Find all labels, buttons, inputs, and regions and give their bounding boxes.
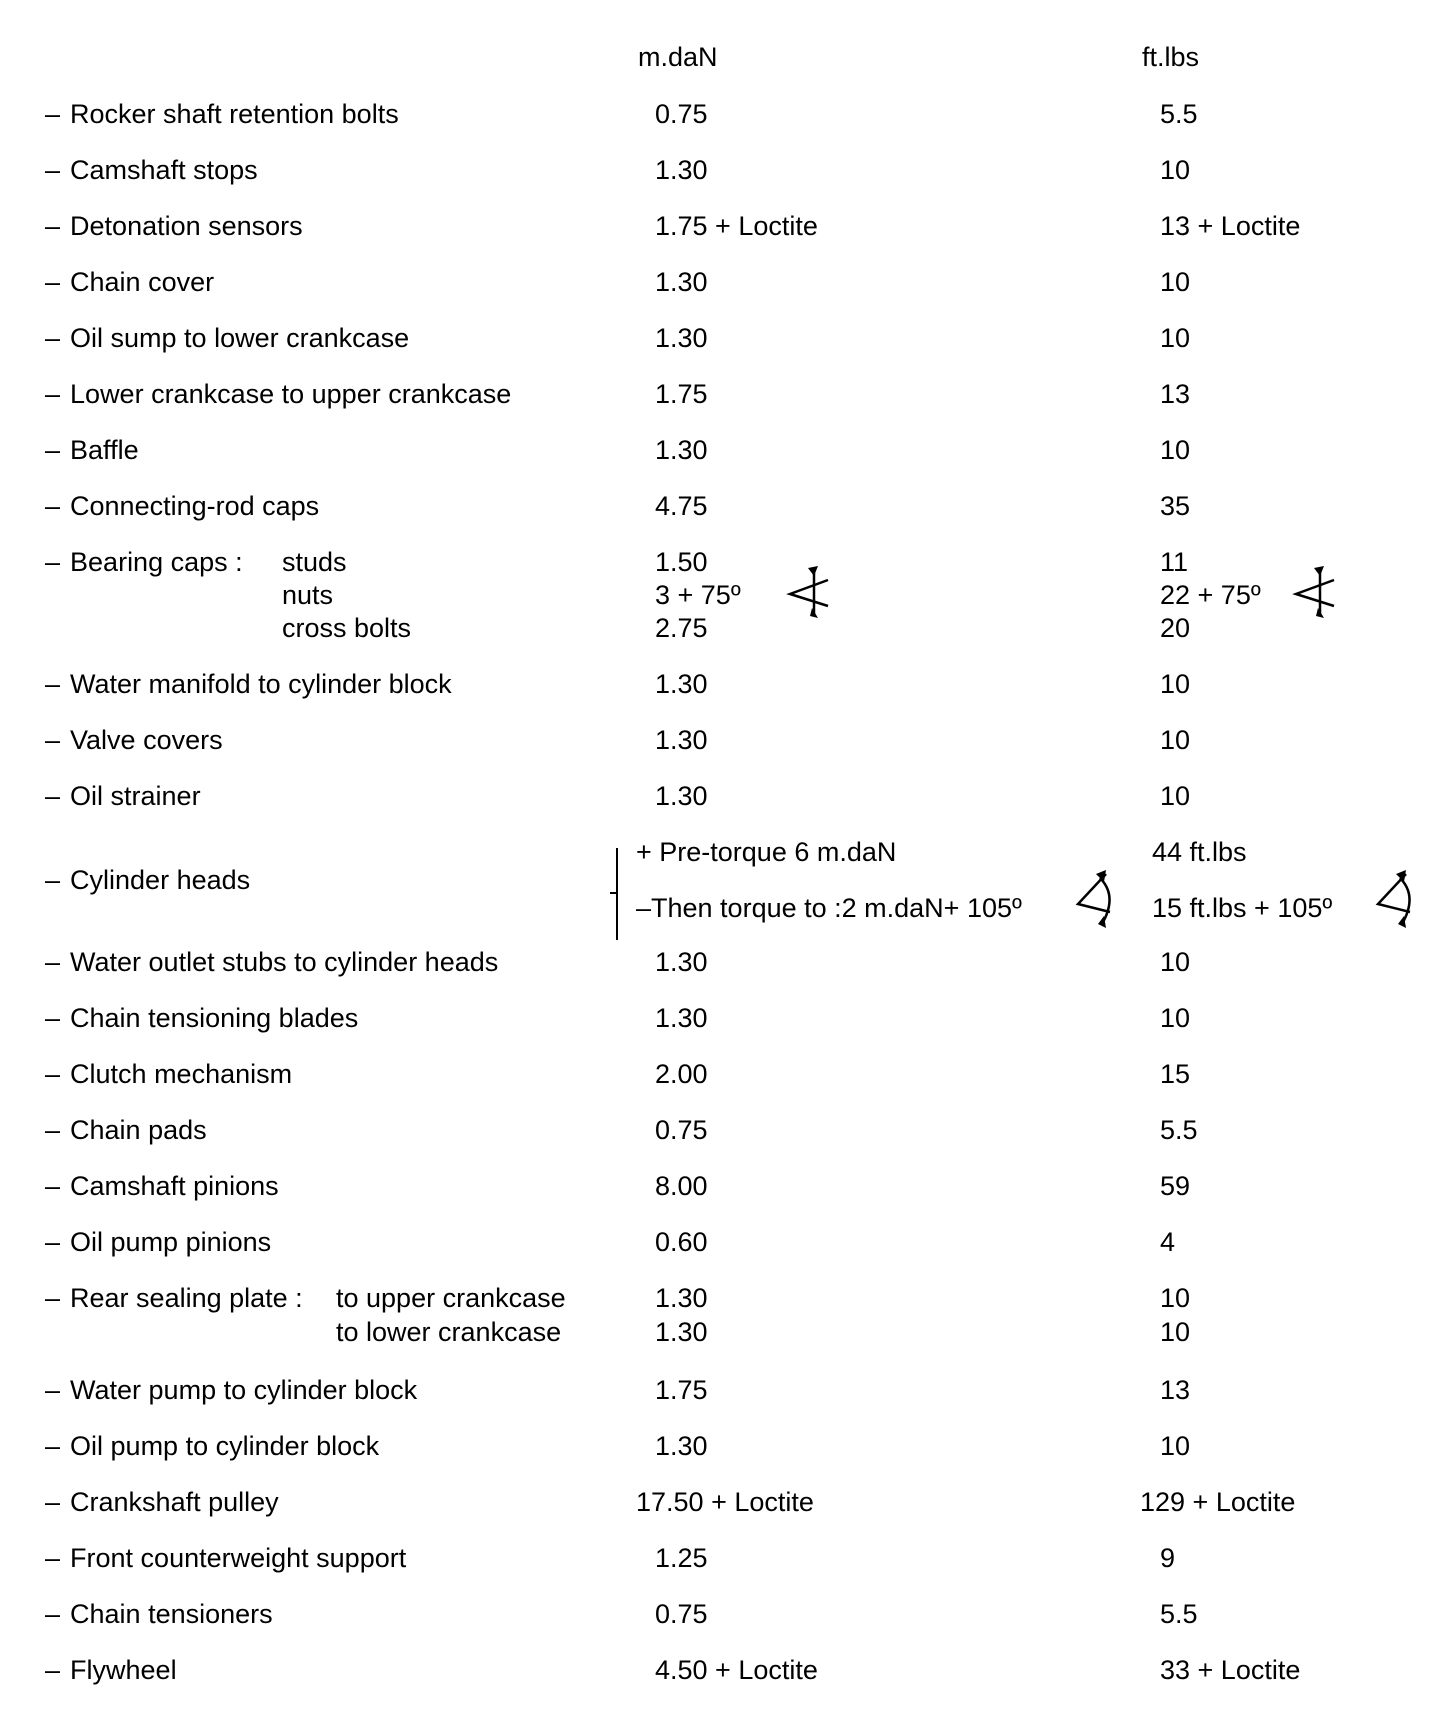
pre-torque-imperial: 44 ft.lbs — [1152, 837, 1247, 867]
table-row: – Chain tensioning blades 1.30 10 — [45, 1003, 1191, 1033]
row-label: Flywheel — [70, 1655, 177, 1685]
table-row: – Water outlet stubs to cylinder heads 1.30 10 — [45, 947, 1191, 977]
table-row: – Clutch mechanism 2.00 15 — [45, 1059, 1191, 1089]
row-label: Connecting-rod caps — [70, 491, 320, 521]
row-imperial: 10 — [1160, 781, 1191, 811]
row-metric: 1.30 — [655, 267, 708, 297]
brace-bracket — [616, 848, 630, 940]
row-imperial: 10 — [1160, 435, 1191, 465]
row-imperial: 59 — [1160, 1171, 1191, 1201]
row-metric: 1.30 — [655, 781, 708, 811]
cross-bolts-metric: 2.75 — [655, 613, 708, 643]
row-label: Chain pads — [70, 1115, 207, 1145]
row-label: Clutch mechanism — [70, 1059, 293, 1089]
row-imperial: 10 — [1160, 323, 1191, 353]
bearing-caps-label: Bearing caps : — [70, 547, 243, 577]
studs-label: studs — [282, 547, 347, 577]
row-metric: 0.75 — [655, 99, 708, 129]
row-metric: 1.75 + Loctite — [655, 211, 818, 241]
row-label: Crankshaft pulley — [70, 1487, 279, 1517]
row-label: Oil pump to cylinder block — [70, 1431, 380, 1461]
row-metric: 1.30 — [655, 725, 708, 755]
row-imperial: 15 — [1160, 1059, 1191, 1089]
row-metric: 1.25 — [655, 1543, 708, 1573]
row-imperial: 5.5 — [1160, 99, 1198, 129]
studs-metric: 1.50 — [655, 547, 708, 577]
table-row: – Rocker shaft retention bolts 0.75 5.5 — [45, 99, 1198, 129]
row-imperial: 10 — [1160, 155, 1191, 185]
cross-bolts-label: cross bolts — [282, 613, 412, 643]
row-imperial: 13 — [1160, 1375, 1191, 1405]
row-metric: 1.30 — [655, 669, 708, 699]
table-row: – Oil sump to lower crankcase 1.30 10 — [45, 323, 1191, 353]
row-metric: 8.00 — [655, 1171, 708, 1201]
table-row: – Valve covers 1.30 10 — [45, 725, 1191, 755]
row-label: Front counterweight support — [70, 1543, 407, 1573]
nuts-label: nuts — [282, 580, 334, 610]
then-torque-metric: –Then torque to :2 m.daN+ 105º — [636, 893, 1022, 923]
row-metric: 2.00 — [655, 1059, 708, 1089]
row-label: Rocker shaft retention bolts — [70, 99, 399, 129]
angle-torque-icon — [1070, 868, 1122, 930]
cylinder-heads-label: Cylinder heads — [70, 865, 251, 895]
table-row: – Camshaft stops 1.30 10 — [45, 155, 1191, 185]
row-metric: 0.75 — [655, 1599, 708, 1629]
nuts-imperial: 22 + 75º — [1160, 580, 1261, 610]
row-metric: 1.75 — [655, 379, 708, 409]
lower-imperial: 10 — [1160, 1317, 1191, 1347]
header-imperial: ft.lbs — [1142, 42, 1200, 72]
row-metric: 17.50 + Loctite — [636, 1487, 814, 1517]
row-imperial: 33 + Loctite — [1160, 1655, 1301, 1685]
lower-label: to lower crankcase — [336, 1317, 562, 1347]
upper-metric: 1.30 — [655, 1283, 708, 1313]
row-label: Detonation sensors — [70, 211, 303, 241]
rear-plate-label: Rear sealing plate : — [70, 1283, 303, 1313]
row-label: Chain cover — [70, 267, 215, 297]
cross-bolts-imperial: 20 — [1160, 613, 1191, 643]
row-label: Chain tensioners — [70, 1599, 273, 1629]
row-metric: 4.75 — [655, 491, 708, 521]
angle-torque-icon — [1290, 564, 1342, 620]
angle-torque-icon — [1370, 868, 1422, 930]
angle-torque-icon — [784, 564, 836, 620]
row-label: Oil sump to lower crankcase — [70, 323, 410, 353]
row-label: Chain tensioning blades — [70, 1003, 359, 1033]
row-metric: 1.30 — [655, 155, 708, 185]
table-row: – Detonation sensors 1.75 + Loctite 13 + Loctite — [45, 211, 1301, 241]
row-metric: 0.75 — [655, 1115, 708, 1145]
row-metric: 1.30 — [655, 1431, 708, 1461]
torque-spec-page: m.daN ft.lbs – Rocker shaft retention bolts 0.75 5.5 – Camshaft stops 1.30 10 – Detonation sensors 1.75 + Loctite 13 + Loctite – Chain cover 1.30 10 – Oil sump to lower crankcase 1.30 10 – Lower crankcase to upper crankcase 1.75 13 – Baffle 1.30 10 – Connecting-rod caps 4.75 35 – Bearing caps : studs 1.50 11 nuts 3 + 75º 22 + 75º cross bolts 2.75 20 – Water manifold to cylinder block 1.30 10 – Valve covers 1.30 10 – Oil strainer 1.30 10 – Cylinder heads + Pre-torque 6 m.daN 44 ft.lbs –Then torque to :2 m.daN+ 105º 15 ft.lbs + 105º – Water outlet stubs to cylinder heads 1.30 10 – Chain tensioning blades 1.30 10 – Clutch mechanism 2.00 15 – Chain pads 0.75 5.5 – Camshaft pinions 8.00 59 – Oil pump pinions 0.60 4 – Rear sealing plate : to upper crankcase 1.30 10 to lower crankcase 1.30 10 – Water pump to cylinder block 1.75 13 – Oil pump to cylinder block 1.30 10 – Crankshaft pulley 17.50 + Loctite 129 + Loctite – Front counterweight support 1.25 9 – Chain tensioners 0.75 5.5 – Flywheel 4.50 + Loctite 33 + Loctite — [0, 0, 1456, 1732]
row-imperial: 10 — [1160, 669, 1191, 699]
row-imperial: 5.5 — [1160, 1599, 1198, 1629]
row-imperial: 4 — [1160, 1227, 1176, 1257]
upper-imperial: 10 — [1160, 1283, 1191, 1313]
row-label: Water pump to cylinder block — [70, 1375, 418, 1405]
row-imperial: 10 — [1160, 947, 1191, 977]
row-label: Water outlet stubs to cylinder heads — [70, 947, 499, 977]
table-row: – Camshaft pinions 8.00 59 — [45, 1171, 1191, 1201]
pre-torque-metric: + Pre-torque 6 m.daN — [636, 837, 897, 867]
row-imperial: 9 — [1160, 1543, 1176, 1573]
upper-label: to upper crankcase — [336, 1283, 566, 1313]
table-row: – Lower crankcase to upper crankcase 1.75 13 — [45, 379, 1191, 409]
row-imperial: 13 — [1160, 379, 1191, 409]
table-row: – Chain tensioners 0.75 5.5 — [45, 1599, 1198, 1629]
row-imperial: 10 — [1160, 267, 1191, 297]
row-label: Camshaft stops — [70, 155, 258, 185]
then-torque-imperial: 15 ft.lbs + 105º — [1152, 893, 1333, 923]
table-row: – Oil pump to cylinder block 1.30 10 — [45, 1431, 1191, 1461]
row-metric: 4.50 + Loctite — [655, 1655, 818, 1685]
row-label: Baffle — [70, 435, 139, 465]
table-row: – Oil pump pinions 0.60 4 — [45, 1227, 1176, 1257]
row-metric: 1.30 — [655, 435, 708, 465]
row-metric: 1.30 — [655, 947, 708, 977]
row-imperial: 10 — [1160, 1431, 1191, 1461]
table-row: – Flywheel 4.50 + Loctite 33 + Loctite — [45, 1655, 1301, 1685]
table-row: – Chain cover 1.30 10 — [45, 267, 1191, 297]
table-row: – Oil strainer 1.30 10 — [45, 781, 1191, 811]
row-imperial: 129 + Loctite — [1140, 1487, 1296, 1517]
row-imperial: 10 — [1160, 725, 1191, 755]
row-metric: 1.30 — [655, 323, 708, 353]
table-row: – Water manifold to cylinder block 1.30 10 — [45, 669, 1191, 699]
row-metric: 1.30 — [655, 1003, 708, 1033]
lower-metric: 1.30 — [655, 1317, 708, 1347]
table-row: – Chain pads 0.75 5.5 — [45, 1115, 1198, 1145]
row-imperial: 35 — [1160, 491, 1191, 521]
table-row: – Front counterweight support 1.25 9 — [45, 1543, 1176, 1573]
row-imperial: 5.5 — [1160, 1115, 1198, 1145]
row-metric: 1.75 — [655, 1375, 708, 1405]
row-label: Water manifold to cylinder block — [70, 669, 452, 699]
row-label: Valve covers — [70, 725, 223, 755]
row-label: Oil pump pinions — [70, 1227, 272, 1257]
table-row: – Crankshaft pulley 17.50 + Loctite 129 + Loctite — [45, 1487, 1296, 1517]
row-imperial: 10 — [1160, 1003, 1191, 1033]
table-row: – Connecting-rod caps 4.75 35 — [45, 491, 1191, 521]
header-metric: m.daN — [638, 42, 718, 72]
table-row: – Baffle 1.30 10 — [45, 435, 1191, 465]
table-row: – Water pump to cylinder block 1.75 13 — [45, 1375, 1191, 1405]
row-metric: 0.60 — [655, 1227, 708, 1257]
studs-imperial: 11 — [1160, 547, 1189, 577]
nuts-metric: 3 + 75º — [655, 580, 741, 610]
row-label: Camshaft pinions — [70, 1171, 279, 1201]
row-label: Lower crankcase to upper crankcase — [70, 379, 512, 409]
row-label: Oil strainer — [70, 781, 201, 811]
row-imperial: 13 + Loctite — [1160, 211, 1301, 241]
